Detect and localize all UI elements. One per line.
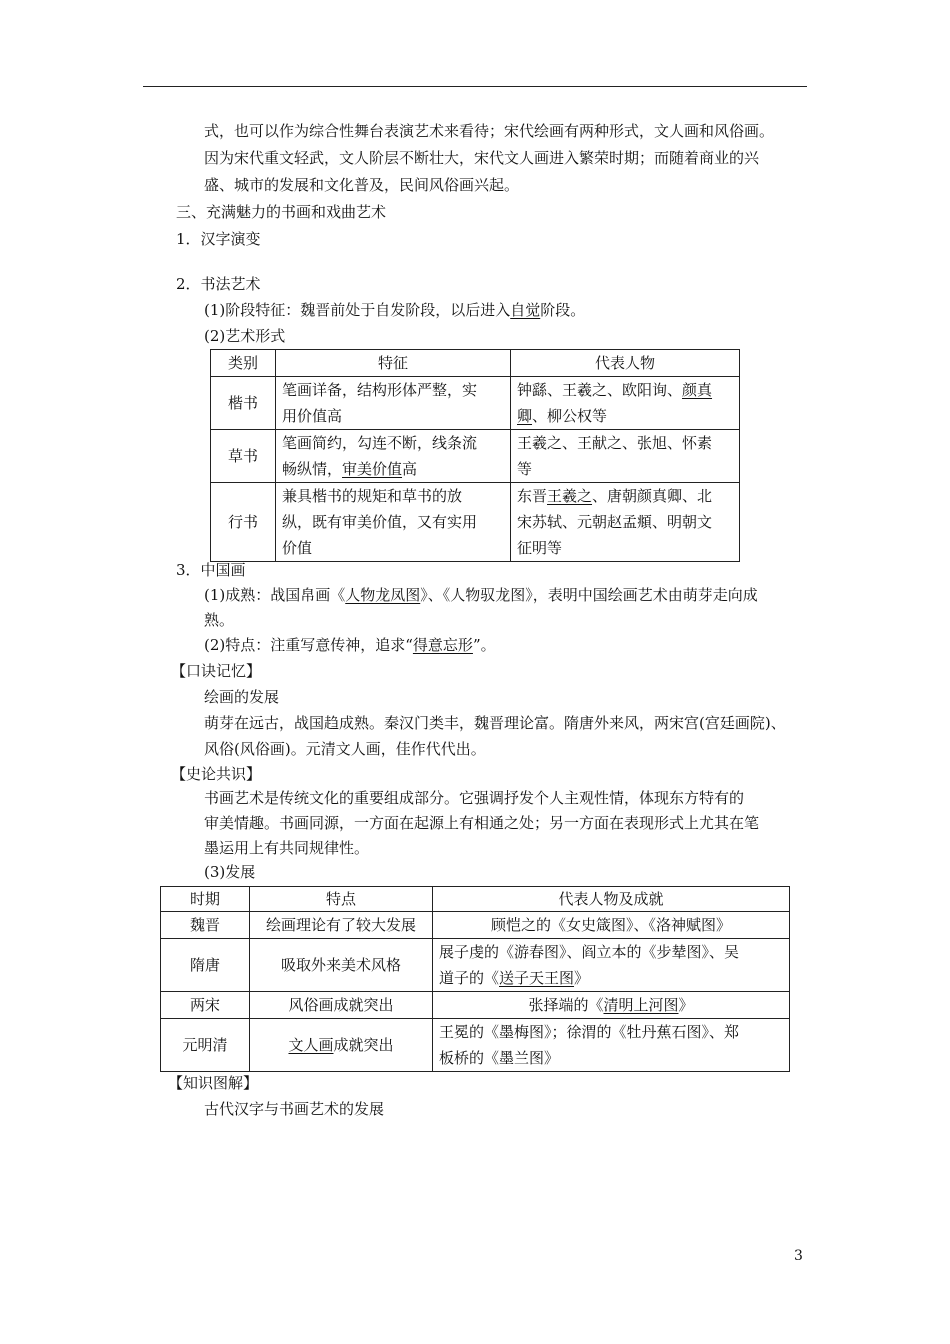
table-row: [161, 939, 790, 992]
feature-line: 兼具楷书的规矩和草书的放: [282, 487, 463, 505]
table-header-row: [161, 887, 790, 912]
consensus-line-1: 书画艺术是传统文化的重要组成部分。它强调抒发个人主观性情，体现东方特有的: [204, 789, 745, 807]
people-text: 、唐朝颜真卿、北: [592, 487, 713, 505]
painting-maturity-line-1: [204, 583, 758, 607]
header-rule: [143, 86, 807, 87]
trait-text: (2)特点：注重写意传神，追求“: [204, 636, 413, 654]
diagram-tag: 【知识图解】: [168, 1074, 259, 1092]
cell-feature: [250, 1019, 433, 1072]
header-type: 类别: [211, 350, 276, 377]
people-keyword: 王羲之: [547, 487, 593, 505]
intro-line-1: 式，也可以作为综合性舞台表演艺术来看待；宋代绘画有两种形式，文人画和风俗画。: [204, 122, 775, 140]
people-text: 》: [678, 996, 694, 1014]
stage-text-end: 阶段。: [540, 301, 586, 319]
people-text: 张择端的《: [528, 996, 604, 1014]
table-row: [161, 1019, 790, 1072]
consensus-line-2: 审美情趣。书画同源，一方面在起源上有相通之处；另一方面在表现形式上尤其在笔: [204, 814, 760, 832]
cell-people: [511, 377, 740, 430]
cell-type: 楷书: [211, 377, 276, 430]
people-line: 板桥的《墨兰图》: [439, 1049, 560, 1067]
cell-people: 顾恺之的《女史箴图》、《洛神赋图》: [433, 912, 790, 939]
diagram-title: 古代汉字与书画艺术的发展: [204, 1100, 385, 1118]
mnemonic-line-1: 萌芽在远古，战国趋成熟。秦汉门类丰，魏晋理论富。隋唐外来风，两宋宫(宫廷画院)、: [204, 714, 786, 732]
table-row: [211, 483, 740, 562]
cell-people: [511, 430, 740, 483]
header-feature: 特征: [276, 350, 511, 377]
table-row: [211, 430, 740, 483]
calligraphy-forms-title: (2)艺术形式: [204, 327, 286, 345]
table-row: [161, 912, 790, 939]
cell-type: 草书: [211, 430, 276, 483]
people-text: 钟繇、王羲之、欧阳询、: [517, 381, 683, 399]
development-title: (3)发展: [204, 863, 256, 881]
people-text: 道子的《: [439, 969, 500, 987]
cell-period: 魏晋: [161, 912, 250, 939]
cell-people: [511, 483, 740, 562]
cell-type: 行书: [211, 483, 276, 562]
feature-text: 高: [402, 460, 418, 478]
cell-period: 隋唐: [161, 939, 250, 992]
cell-feature: [276, 377, 511, 430]
feature-keyword: 审美价值: [342, 460, 403, 478]
people-keyword: 清明上河图: [603, 996, 679, 1014]
table-header-row: [211, 350, 740, 377]
intro-line-2: 因为宋代重文轻武，文人阶层不断壮大，宋代文人画进入繁荣时期；而随着商业的兴: [204, 149, 760, 167]
cell-period: 元明清: [161, 1019, 250, 1072]
feature-keyword: 文人画: [288, 1036, 334, 1054]
people-line: 王冕的《墨梅图》；徐渭的《牡丹蕉石图》、郑: [439, 1023, 740, 1041]
maturity-keyword: 人物龙凤图: [345, 586, 421, 604]
feature-line: 用价值高: [282, 407, 343, 425]
header-feature: 特点: [250, 887, 433, 912]
calligraphy-table: [210, 349, 740, 562]
cell-feature: [276, 430, 511, 483]
people-line: 展子虔的《游春图》、阎立本的《步辇图》、吴: [439, 943, 740, 961]
cell-feature: 风俗画成就突出: [250, 992, 433, 1019]
cell-people: [433, 1019, 790, 1072]
mnemonic-tag: 【口诀记忆】: [171, 662, 262, 680]
people-line: 等: [517, 460, 533, 478]
item-2-heading: 2．书法艺术: [176, 275, 261, 293]
stage-keyword: 自觉: [510, 301, 541, 319]
development-table: [160, 886, 790, 1072]
people-text: 东晋: [517, 487, 548, 505]
people-keyword: 送子天王图: [499, 969, 575, 987]
consensus-line-3: 墨运用上有共同规律性。: [204, 839, 370, 857]
consensus-tag: 【史论共识】: [171, 765, 262, 783]
trait-text: ”。: [472, 636, 496, 654]
cell-feature: [276, 483, 511, 562]
people-text: 》: [574, 969, 590, 987]
people-line: 王羲之、王献之、张旭、怀素: [517, 434, 713, 452]
people-keyword: 颜真: [682, 381, 713, 399]
item-3-heading: 3．中国画: [176, 561, 246, 579]
painting-trait: [204, 633, 496, 657]
table-row: [161, 992, 790, 1019]
feature-line: 笔画简约，勾连不断，线条流: [282, 434, 478, 452]
maturity-text: (1)成熟：战国帛画《: [204, 586, 346, 604]
header-people: 代表人物: [511, 350, 740, 377]
people-keyword: 卿: [517, 407, 533, 425]
people-line: 宋苏轼、元朝赵孟頫、明朝文: [517, 513, 713, 531]
cell-feature: 绘画理论有了较大发展: [250, 912, 433, 939]
feature-text: 畅纵情，: [282, 460, 343, 478]
cell-people: [433, 939, 790, 992]
mnemonic-line-2: 风俗(风俗画)。元清文人画，佳作代代出。: [204, 740, 486, 758]
trait-keyword: 得意忘形: [412, 636, 473, 654]
people-text: 、柳公权等: [532, 407, 608, 425]
header-people: 代表人物及成就: [433, 887, 790, 912]
item-1-heading: 1．汉字演变: [176, 230, 261, 248]
feature-line: 笔画详备，结构形体严整，实: [282, 381, 478, 399]
mnemonic-title: 绘画的发展: [204, 688, 280, 706]
feature-line: 纵，既有审美价值，又有实用: [282, 513, 478, 531]
people-line: 征明等: [517, 539, 563, 557]
stage-text: (1)阶段特征：魏晋前处于自发阶段，以后进入: [204, 301, 511, 319]
painting-maturity-line-2: 熟。: [204, 611, 235, 629]
feature-line: 价值: [282, 539, 313, 557]
header-period: 时期: [161, 887, 250, 912]
page-number: 3: [794, 1248, 803, 1264]
feature-text: 成就突出: [333, 1036, 394, 1054]
cell-people: [433, 992, 790, 1019]
intro-line-3: 盛、城市的发展和文化普及，民间风俗画兴起。: [204, 176, 520, 194]
cell-period: 两宋: [161, 992, 250, 1019]
cell-feature: 吸取外来美术风格: [250, 939, 433, 992]
table-row: [211, 377, 740, 430]
maturity-text: 》、《人物驭龙图》，表明中国绘画艺术由萌芽走向成: [420, 586, 758, 604]
calligraphy-stage: [204, 298, 585, 322]
section-3-title: 三、充满魅力的书画和戏曲艺术: [176, 203, 387, 221]
